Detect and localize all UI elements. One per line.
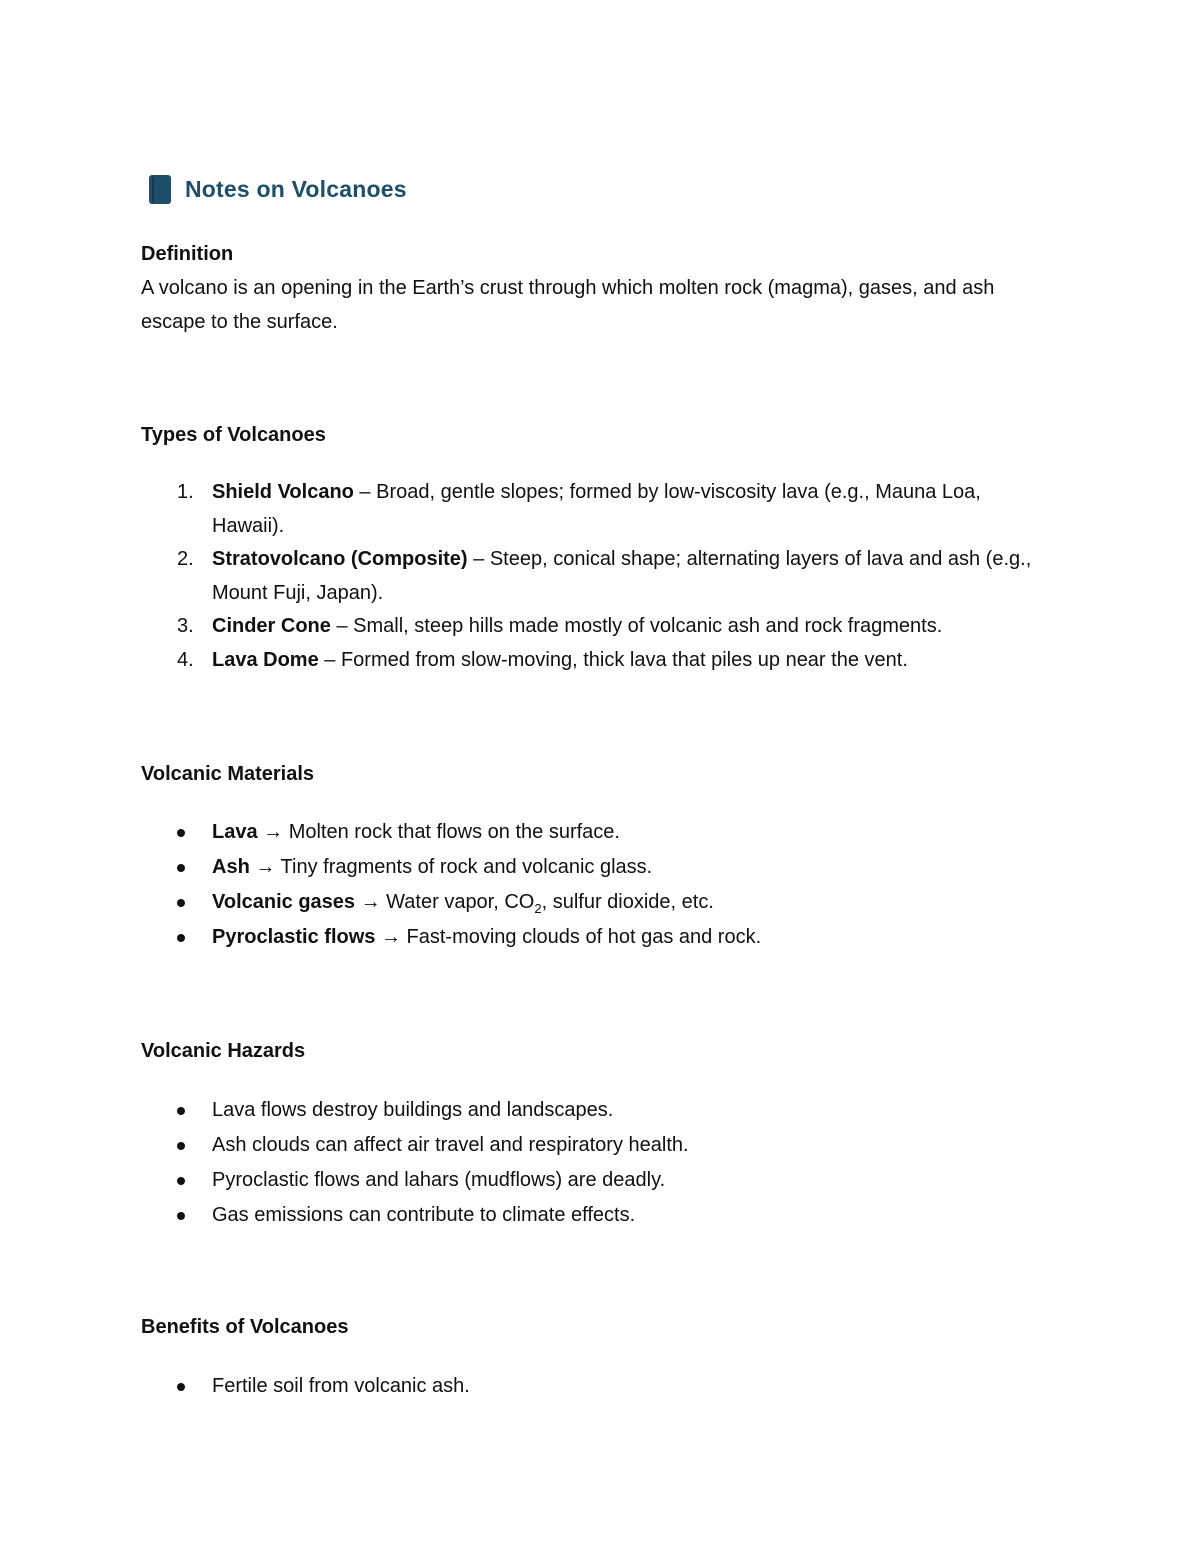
list-item bbox=[141, 920, 1051, 955]
list-item bbox=[141, 644, 1051, 678]
volcano-type-term: Shield Volcano bbox=[212, 481, 354, 503]
volcano-type-term: Stratovolcano (Composite) bbox=[212, 548, 468, 570]
list-item bbox=[141, 1369, 1051, 1404]
list-item bbox=[141, 476, 1051, 543]
list-number: 2. bbox=[177, 548, 194, 570]
list-number: 3. bbox=[177, 615, 194, 637]
volcano-type-term: Cinder Cone bbox=[212, 615, 331, 637]
list-number: 4. bbox=[177, 648, 194, 671]
list-item bbox=[141, 1163, 1051, 1198]
types-list bbox=[141, 476, 1051, 677]
page-title: Notes on Volcanoes bbox=[185, 176, 407, 202]
list-item bbox=[141, 850, 1051, 885]
list-number: 1. bbox=[177, 481, 194, 503]
co2-subscript: 2 bbox=[534, 901, 542, 916]
volcano-type-description: – Steep, conical shape; alternating layers of lava and ash (e.g., Mount Fuji, Japan). bbox=[212, 548, 1032, 604]
material-term: Ash bbox=[212, 856, 250, 878]
types-heading: Types of Volcanoes bbox=[141, 424, 326, 446]
bullet-icon bbox=[177, 864, 185, 872]
volcano-type-description: – Formed from slow-moving, thick lava that piles up near the vent. bbox=[318, 648, 908, 671]
volcano-type-term: Lava Dome bbox=[212, 648, 319, 671]
benefits-list bbox=[141, 1369, 1051, 1404]
benefits-heading: Benefits of Volcanoes bbox=[141, 1316, 349, 1338]
definition-heading: Definition bbox=[141, 243, 234, 265]
bullet-icon bbox=[177, 1212, 185, 1220]
benefit-text: Fertile soil from volcanic ash. bbox=[212, 1375, 470, 1397]
bullet-icon bbox=[177, 1383, 185, 1391]
materials-heading: Volcanic Materials bbox=[141, 763, 315, 785]
list-item bbox=[141, 1093, 1051, 1128]
bullet-icon bbox=[177, 1177, 185, 1185]
material-description: → Tiny fragments of rock and volcanic glass. bbox=[249, 856, 653, 878]
definition-text: A volcano is an opening in the Earth’s crust through which molten rock (magma), gases, and ash escape to the surface. bbox=[141, 277, 995, 333]
title-row bbox=[148, 172, 407, 206]
materials-list bbox=[141, 815, 1051, 955]
bullet-icon bbox=[177, 934, 185, 942]
list-item bbox=[141, 543, 1051, 610]
material-term: Volcanic gases bbox=[212, 891, 356, 913]
bullet-icon bbox=[177, 1107, 185, 1115]
material-description: → Fast-moving clouds of hot gas and rock. bbox=[375, 926, 762, 948]
hazard-text: Lava flows destroy buildings and landscapes. bbox=[212, 1099, 614, 1121]
list-item bbox=[141, 815, 1051, 850]
bullet-icon bbox=[177, 899, 185, 907]
list-item bbox=[141, 885, 1051, 920]
material-description: → Molten rock that flows on the surface. bbox=[257, 821, 620, 843]
material-description: → Water vapor, CO bbox=[355, 891, 535, 913]
hazard-text: Ash clouds can affect air travel and respiratory health. bbox=[212, 1134, 689, 1156]
list-item bbox=[141, 610, 1051, 644]
volcano-type-description: – Broad, gentle slopes; formed by low-viscosity lava (e.g., Mauna Loa, Hawaii). bbox=[212, 481, 981, 537]
hazards-heading: Volcanic Hazards bbox=[141, 1040, 306, 1062]
list-item bbox=[141, 1128, 1051, 1163]
hazard-text: Gas emissions can contribute to climate effects. bbox=[212, 1204, 636, 1226]
bullet-icon bbox=[177, 829, 185, 837]
material-term: Lava bbox=[212, 821, 258, 843]
material-description-tail: , sulfur dioxide, etc. bbox=[541, 891, 714, 913]
material-term: Pyroclastic flows bbox=[212, 926, 376, 948]
hazard-text: Pyroclastic flows and lahars (mudflows) are deadly. bbox=[212, 1169, 666, 1191]
book-icon bbox=[148, 174, 172, 205]
list-item bbox=[141, 1198, 1051, 1233]
bullet-icon bbox=[177, 1142, 185, 1150]
volcano-type-description: – Small, steep hills made mostly of volcanic ash and rock fragments. bbox=[330, 615, 943, 637]
hazards-list bbox=[141, 1093, 1051, 1233]
